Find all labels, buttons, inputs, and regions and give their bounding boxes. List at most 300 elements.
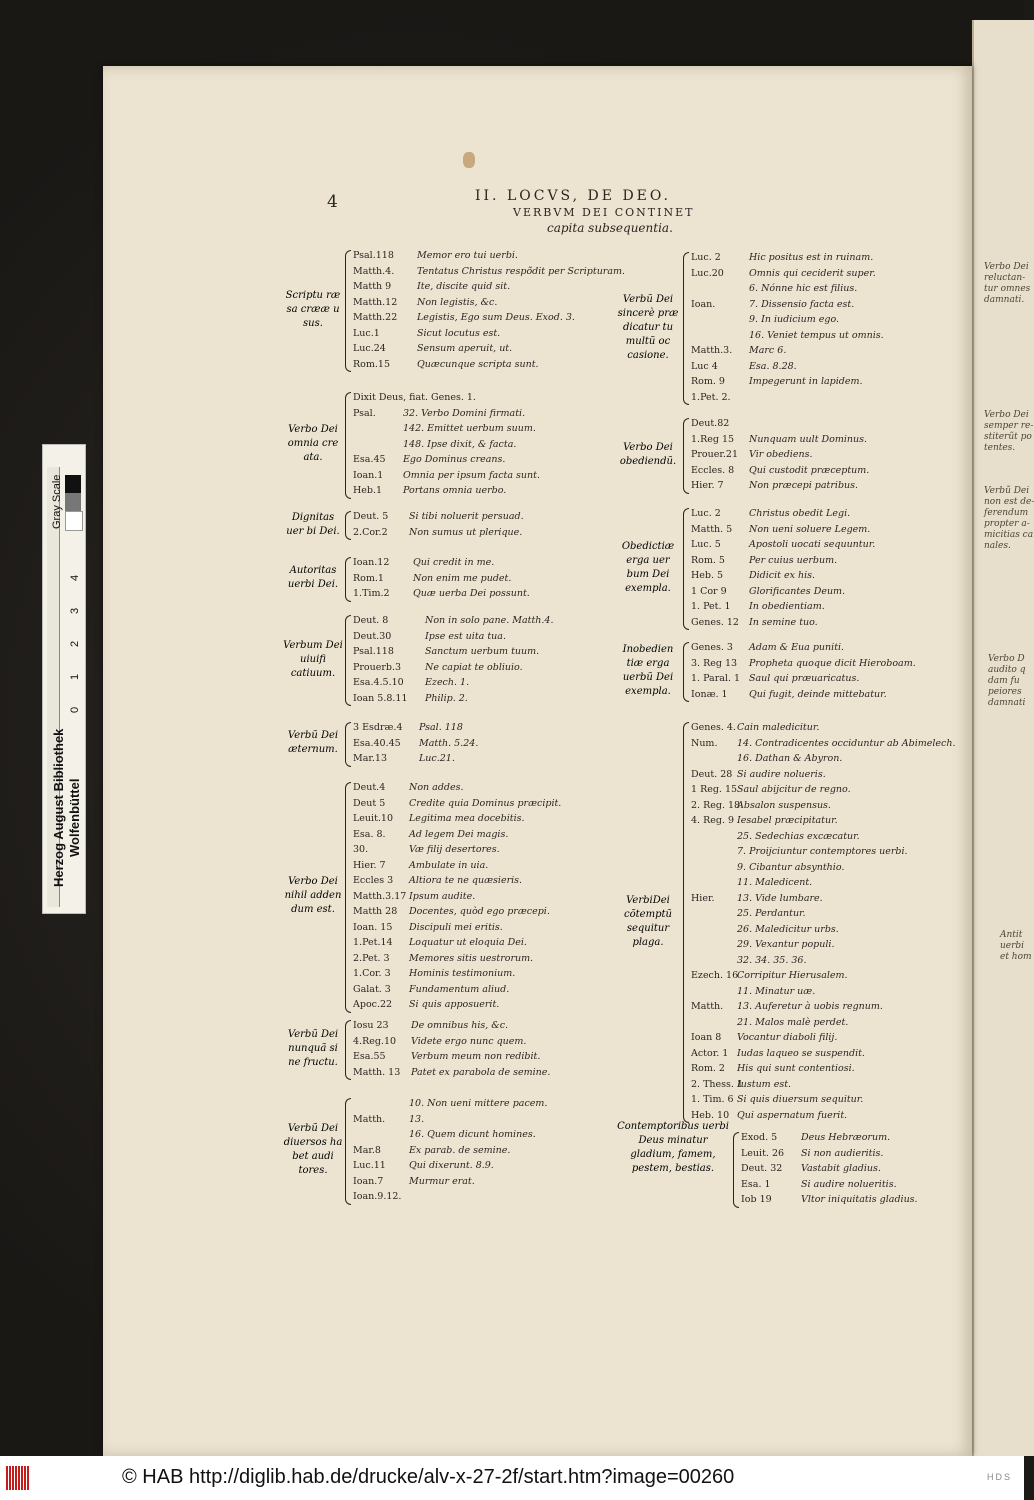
citation-ref <box>691 1015 737 1031</box>
citation-row <box>353 889 561 905</box>
citation-row <box>691 906 955 922</box>
citation-ref: Leuit. 26 <box>741 1147 785 1159</box>
citation-row <box>691 432 869 448</box>
citation-ref: Matth. 5 <box>691 523 733 535</box>
citation-row <box>353 357 625 373</box>
bleed-line: propter a- <box>984 519 1030 529</box>
citation-ref: Psal. <box>353 407 376 419</box>
citation-text: Philip. 2. <box>425 692 468 704</box>
right-section-label: Inobedien tiæ erga uerbũ Dei exempla. <box>622 644 674 697</box>
citation-text: Saul qui præuaricatus. <box>749 673 860 684</box>
scale-city: Wolfenbüttel <box>67 778 82 857</box>
citation-ref: 2. Thess. 1 <box>691 1078 743 1090</box>
citation-row <box>691 506 875 522</box>
bleed-block-4 <box>988 654 1025 709</box>
right-section-entries <box>691 506 875 630</box>
citation-ref: Esa.40.45 <box>353 737 401 749</box>
citation-row <box>353 644 553 660</box>
citation-text: Per cuius uerbum. <box>749 554 838 566</box>
citation-row <box>691 968 955 984</box>
bleed-line: audito q <box>988 665 1026 675</box>
citation-text: Non enim me pudet. <box>413 572 512 584</box>
citation-ref: Matth.3.17 <box>353 890 407 902</box>
citation-text: Portans omnia uerbo. <box>403 485 507 496</box>
citation-row <box>353 935 561 951</box>
citation-text: Sicut locutus est. <box>417 327 501 339</box>
citation-row <box>691 312 884 328</box>
citation-ref: Exod. 5 <box>741 1132 778 1143</box>
citation-row <box>353 390 540 406</box>
citation-row <box>691 1092 955 1108</box>
citation-text: Ite, discite quid sit. <box>417 281 511 292</box>
scale-tick: 1 <box>69 673 81 680</box>
left-section-entries <box>353 509 524 540</box>
citation-ref: Dixit Deus, fiat. Genes. 1. <box>353 392 476 403</box>
left-section-entries <box>353 720 478 767</box>
citation-row <box>691 656 916 672</box>
citation-ref: Deut 5 <box>353 797 386 809</box>
citation-text: Loquatur ut eloquia Dei. <box>409 937 527 948</box>
citation-ref: Luc. 2 <box>691 252 721 263</box>
citation-ref: Matth.12 <box>353 296 398 308</box>
citation-ref: Psal.118 <box>353 646 394 657</box>
citation-text: De omnibus his, &c. <box>411 1020 509 1031</box>
citation-text: Legistis, Ego sum Deus. Exod. 3. <box>417 312 575 323</box>
citation-text: Non ueni soluere Legem. <box>749 523 871 535</box>
citation-text: Altiora te ne quæsieris. <box>409 875 523 886</box>
citation-text: 32. 34. 35. 36. <box>737 954 807 966</box>
citation-row <box>353 720 478 736</box>
facing-page <box>972 20 1034 1456</box>
citation-ref <box>353 1096 409 1112</box>
citation-row <box>353 326 625 342</box>
citation-ref: Ioan. <box>691 298 716 310</box>
citation-text: Impegerunt in lapidem. <box>749 376 863 387</box>
left-section-label: Verbum Dei uiuifi catiuum. <box>283 639 343 679</box>
citation-text: Esa. 8.28. <box>749 360 797 372</box>
citation-ref: Matth. <box>353 1113 386 1125</box>
citation-text: Vocantur diaboli filij. <box>737 1032 838 1043</box>
citation-text: 13. Vide lumbare. <box>737 892 823 904</box>
citation-text: 11. Maledicent. <box>737 877 813 888</box>
citation-row <box>353 1034 550 1050</box>
left-section-label: Dignitas uer bi Dei. <box>286 511 340 537</box>
citation-ref: Esa.4.5.10 <box>353 677 404 688</box>
citation-row <box>691 568 875 584</box>
citation-ref: 1.Cor. 3 <box>353 968 391 979</box>
citation-row <box>353 629 553 645</box>
right-section-brace <box>683 252 689 405</box>
citation-ref: Esa.55 <box>353 1051 386 1062</box>
citation-ref: Matth 9 <box>353 281 392 292</box>
citation-row <box>353 691 553 707</box>
left-section-label: Verbo Dei nihil adden dum est. <box>284 876 342 916</box>
citation-row <box>691 999 955 1015</box>
citation-row <box>741 1161 918 1177</box>
citation-ref: 1 Cor 9 <box>691 585 727 597</box>
bleed-line: reluctan- <box>984 273 1026 283</box>
citation-text: Deus Hebræorum. <box>801 1132 891 1143</box>
right-section-entries <box>691 416 869 494</box>
citation-row <box>741 1130 918 1146</box>
bleed-line: Antit <box>1000 930 1023 940</box>
citation-row <box>353 1127 547 1143</box>
hab-logo-icon <box>6 1466 36 1490</box>
citation-row <box>691 416 869 432</box>
citation-text: Cain maledicitur. <box>737 722 820 733</box>
citation-text: Qui fugit, deinde mittebatur. <box>749 688 887 700</box>
citation-ref: 1. Paral. 1 <box>691 673 741 684</box>
scale-label: Gray Scale <box>51 474 63 529</box>
bleed-line: Verbũ Dei <box>984 486 1030 496</box>
citation-text: Ipsum audite. <box>409 890 476 902</box>
citation-row <box>691 343 884 359</box>
citation-text: Memor ero tui uerbi. <box>417 250 518 261</box>
right-section-label: VerbiDei cõtemptũ sequitur plaga. <box>624 894 672 948</box>
bleed-line: Verbo D <box>988 654 1025 664</box>
right-section-label: Verbo Dei obediendũ. <box>619 441 677 467</box>
citation-row <box>691 922 955 938</box>
bleed-line: tentes. <box>984 443 1016 453</box>
citation-row <box>691 1077 955 1093</box>
citation-row <box>691 798 955 814</box>
citation-ref <box>691 844 737 860</box>
left-section-label: Scriptu ræ sa crææ u sus. <box>285 290 341 329</box>
left-section-entries <box>353 613 553 706</box>
scale-swatch-white <box>65 511 83 531</box>
citation-text: Iesabel præcipitatur. <box>737 815 838 826</box>
citation-ref <box>691 984 737 1000</box>
citation-row <box>353 279 625 295</box>
citation-row <box>691 1061 955 1077</box>
right-section-brace <box>683 642 689 702</box>
citation-text: Credite quia Dominus præcipit. <box>409 797 562 809</box>
bleed-line: semper re- <box>984 421 1034 431</box>
citation-text: 13. Auferetur à uobis regnum. <box>737 1001 883 1012</box>
citation-row <box>691 687 916 703</box>
citation-row <box>353 982 561 998</box>
left-section-brace <box>345 722 351 767</box>
right-section-brace <box>683 722 689 1123</box>
citation-ref: Heb. 10 <box>691 1109 730 1121</box>
citation-text: Ad legem Dei magis. <box>409 828 509 840</box>
citation-text: Non addes. <box>409 782 464 793</box>
citation-text: Verbum meum non redibit. <box>411 1051 541 1062</box>
citation-text: Didicit ex his. <box>749 570 816 581</box>
citation-text: 7. Proijciuntur contemptores uerbi. <box>737 846 908 857</box>
citation-row <box>353 1158 547 1174</box>
citation-ref: Matth. <box>691 1001 724 1012</box>
scale-tick: 3 <box>69 607 81 614</box>
citation-ref: Matth.4. <box>353 265 395 277</box>
citation-row <box>691 281 884 297</box>
citation-text: Non legistis, &c. <box>417 296 498 308</box>
left-section-entries <box>353 1018 550 1080</box>
citation-text: Qui custodit præceptum. <box>749 464 870 476</box>
page-subheader-2: capita subsequentia. <box>547 221 673 235</box>
citation-text: Fundamentum aliud. <box>409 983 510 995</box>
citation-text: In obedientiam. <box>749 601 825 612</box>
citation-text: 142. Emittet uerbum suum. <box>403 423 536 434</box>
page-header: II. LOCVS, DE DEO. <box>475 188 671 204</box>
citation-text: 29. Vexantur populi. <box>737 939 835 950</box>
left-section-brace <box>345 1098 351 1205</box>
citation-text: Quæ uerba Dei possunt. <box>413 588 530 599</box>
citation-row <box>691 875 955 891</box>
citation-ref: Rom. 9 <box>691 376 725 387</box>
citation-ref: Mar.8 <box>353 1144 381 1156</box>
citation-row <box>691 671 916 687</box>
citation-ref <box>691 875 737 891</box>
citation-text: Hominis testimonium. <box>409 968 516 979</box>
citation-row <box>353 1049 550 1065</box>
citation-row <box>353 966 561 982</box>
citation-text: Legitima mea docebitis. <box>409 813 525 824</box>
left-section-entries <box>353 1096 547 1205</box>
citation-row <box>353 437 540 453</box>
citation-ref: 1.Reg 15 <box>691 433 735 445</box>
citation-row <box>353 811 561 827</box>
citation-row <box>353 920 561 936</box>
citation-ref: Matth. 13 <box>353 1066 401 1078</box>
citation-ref: 3. Reg 13 <box>691 657 738 669</box>
citation-text: Sanctum uerbum tuum. <box>425 646 540 657</box>
citation-row <box>353 1112 547 1128</box>
citation-ref: 30. <box>353 844 369 855</box>
citation-text: 6. Nónne hic est filius. <box>749 283 858 294</box>
page-subheader: VERBVM DEI CONTINET <box>513 206 695 219</box>
citation-ref: 1.Tim.2 <box>353 588 390 599</box>
citation-text: 26. Maledicitur urbs. <box>737 923 839 935</box>
citation-ref: Heb.1 <box>353 485 383 496</box>
citation-row <box>353 904 561 920</box>
citation-ref: 1. Tim. 6 <box>691 1094 734 1105</box>
citation-text: Matth. 5.24. <box>419 737 479 749</box>
citation-text: Sensum aperuit, ut. <box>417 343 513 354</box>
right-section-entries <box>741 1130 918 1208</box>
left-section-brace <box>345 782 351 1013</box>
citation-row <box>353 452 540 468</box>
citation-ref: Prouer.21 <box>691 449 738 460</box>
citation-ref: Ioan.12 <box>353 557 390 568</box>
citation-ref <box>353 437 403 453</box>
citation-text: Qui dixerunt. 8.9. <box>409 1160 494 1171</box>
citation-row <box>691 374 884 390</box>
left-section-brace <box>345 511 351 540</box>
right-section-brace <box>683 508 689 630</box>
citation-ref: Matth 28 <box>353 906 398 917</box>
citation-ref: Luc.24 <box>353 343 386 354</box>
bleed-line: Verbo Dei <box>984 410 1029 420</box>
citation-text: Iudas laqueo se suspendit. <box>737 1047 865 1059</box>
citation-ref: Luc.11 <box>353 1160 386 1171</box>
citation-text: Murmur erat. <box>409 1175 475 1187</box>
citation-text: 9. In iudicium ego. <box>749 314 840 325</box>
citation-ref: Luc. 5 <box>691 539 721 550</box>
citation-text: Absalon suspensus. <box>737 799 831 811</box>
citation-row <box>353 509 524 525</box>
citation-text: In semine tuo. <box>749 616 818 628</box>
citation-ref: Ioan.1 <box>353 469 384 481</box>
citation-ref: Ioan 5.8.11 <box>353 692 408 704</box>
citation-text: Væ filij desertores. <box>409 844 500 855</box>
citation-text: 32. Verbo Domini firmati. <box>403 407 526 419</box>
right-section-label: Contemptoribus uerbi Deus minatur gladium, famem, pestem, bestias. <box>617 1120 729 1174</box>
citation-row <box>691 953 955 969</box>
citation-text: Non præcepi patribus. <box>749 480 859 491</box>
citation-row <box>353 295 625 311</box>
citation-ref <box>353 421 403 437</box>
citation-row <box>691 297 884 313</box>
citation-row <box>691 829 955 845</box>
citation-row <box>353 1018 550 1034</box>
left-section-entries <box>353 555 530 602</box>
citation-text: Glorificantes Deum. <box>749 585 846 597</box>
citation-text: 14. Contradicentes occiduntur ab Abimelech. <box>737 737 956 749</box>
bleed-block-5 <box>1000 930 1032 963</box>
citation-text: Vastabit gladius. <box>801 1163 881 1174</box>
citation-text: Quæcunque scripta sunt. <box>417 358 539 370</box>
citation-row <box>691 767 955 783</box>
citation-ref: Num. <box>691 737 718 749</box>
scale-swatch-gray <box>65 493 81 511</box>
citation-ref: Deut. 8 <box>353 615 389 626</box>
citation-row <box>691 1046 955 1062</box>
citation-row <box>353 675 553 691</box>
citation-text: Si audire nolueris. <box>737 768 826 780</box>
gray-scale-ruler <box>42 444 86 914</box>
citation-row <box>353 555 530 571</box>
citation-row <box>691 537 875 553</box>
right-section-entries <box>691 720 955 1123</box>
citation-row <box>353 858 561 874</box>
right-section-brace <box>683 418 689 494</box>
citation-ref: Genes. 12 <box>691 616 739 628</box>
citation-row <box>353 780 561 796</box>
right-section-entries <box>691 640 916 702</box>
left-section-brace <box>345 557 351 602</box>
citation-ref: Deut.82 <box>691 418 730 429</box>
citation-row <box>691 599 875 615</box>
citation-text: Non in solo pane. Matth.4. <box>425 615 554 626</box>
citation-text: Corripitur Hierusalem. <box>737 970 848 981</box>
citation-ref: Leuit.10 <box>353 813 394 824</box>
citation-ref: Rom. 2 <box>691 1063 725 1074</box>
citation-ref: Rom.15 <box>353 358 390 370</box>
scale-swatch-black <box>65 475 81 493</box>
citation-ref: Heb. 5 <box>691 570 724 581</box>
citation-row <box>691 328 884 344</box>
citation-ref <box>691 922 737 938</box>
right-section-brace <box>733 1132 739 1208</box>
citation-ref: Galat. 3 <box>353 983 391 995</box>
citation-text: 148. Ipse dixit, & facta. <box>403 438 517 450</box>
citation-text: Videte ergo nunc quem. <box>411 1035 527 1047</box>
citation-row <box>691 984 955 1000</box>
citation-row <box>691 615 875 631</box>
citation-row <box>353 1143 547 1159</box>
citation-text: Iustum est. <box>737 1078 792 1090</box>
citation-row <box>691 1015 955 1031</box>
citation-row <box>691 782 955 798</box>
citation-text: 7. Dissensio facta est. <box>749 298 855 310</box>
citation-ref: 3 Esdræ.4 <box>353 722 403 733</box>
citation-ref <box>691 751 737 767</box>
bleed-block-1 <box>984 262 1030 306</box>
citation-ref: 4. Reg. 9 <box>691 815 735 826</box>
citation-row <box>353 341 625 357</box>
citation-row <box>353 827 561 843</box>
bleed-line: ferendum <box>984 508 1029 518</box>
citation-ref: Ioan.7 <box>353 1175 384 1187</box>
footer-caption: © HAB http://diglib.hab.de/drucke/alv-x-27-2f/start.htm?image=00260 <box>122 1466 735 1488</box>
citation-row <box>353 736 478 752</box>
left-section-label: Verbũ Dei nunquã si ne fructu. <box>287 1029 339 1068</box>
citation-ref: Rom. 5 <box>691 554 725 566</box>
citation-ref: 1.Pet. 2. <box>691 391 731 403</box>
right-section-entries <box>691 250 884 405</box>
bleed-line: stiterũt po <box>984 432 1032 442</box>
citation-text: 16. Veniet tempus ut omnis. <box>749 329 884 341</box>
citation-row <box>691 250 884 266</box>
left-section-label: Verbo Dei omnia cre ata. <box>287 424 339 464</box>
citation-row <box>353 468 540 484</box>
citation-row <box>691 478 869 494</box>
left-section-brace <box>345 250 351 372</box>
citation-text: Hic positus est in ruinam. <box>749 252 874 263</box>
left-section-entries <box>353 390 540 499</box>
bleed-line: dam fu <box>988 676 1020 686</box>
citation-text: Ego Dominus creans. <box>403 454 506 465</box>
citation-text: Vir obediens. <box>749 449 813 460</box>
bleed-line: damnati <box>988 698 1026 708</box>
scale-library: Herzog August Bibliothek <box>51 728 66 887</box>
citation-row <box>353 421 540 437</box>
citation-text: Nunquam uult Dominus. <box>749 433 868 445</box>
citation-row <box>353 1189 547 1205</box>
citation-ref: Deut. 32 <box>741 1163 783 1174</box>
right-section-label: Verbũ Dei sincerè præ dicatur tu multũ oc casione. <box>617 293 679 361</box>
bleed-line: tur omnes <box>984 284 1031 294</box>
citation-text: 9. Cibantur absynthio. <box>737 861 845 873</box>
citation-ref: 1 Reg. 15 <box>691 784 738 795</box>
citation-text: 16. Dathan & Abyron. <box>737 753 843 764</box>
citation-text: His qui sunt contentiosi. <box>737 1063 855 1074</box>
left-section-entries <box>353 248 625 372</box>
citation-ref: Matth.22 <box>353 312 398 323</box>
citation-ref: Hier. 7 <box>353 859 386 871</box>
citation-row <box>353 660 553 676</box>
citation-ref: Hier. <box>691 892 715 904</box>
citation-ref: Iosu 23 <box>353 1020 389 1031</box>
citation-text: Qui credit in me. <box>413 557 495 568</box>
citation-ref <box>691 829 737 845</box>
citation-text: Memores sitis uestrorum. <box>409 952 534 964</box>
citation-text: Omnia per ipsum facta sunt. <box>403 469 540 481</box>
citation-text: Luc.21. <box>419 753 455 764</box>
citation-text: Adam & Eua puniti. <box>749 642 845 653</box>
citation-text: Si audire nolueritis. <box>801 1178 897 1190</box>
citation-ref: Deut.30 <box>353 630 392 642</box>
citation-ref: 2.Cor.2 <box>353 526 388 538</box>
citation-row <box>353 1065 550 1081</box>
citation-row <box>353 483 540 499</box>
bleed-block-2 <box>984 410 1033 454</box>
citation-row <box>691 447 869 463</box>
citation-ref: Ioan.9.12. <box>353 1191 402 1202</box>
citation-row <box>691 553 875 569</box>
citation-text: Discipuli mei eritis. <box>409 921 503 933</box>
